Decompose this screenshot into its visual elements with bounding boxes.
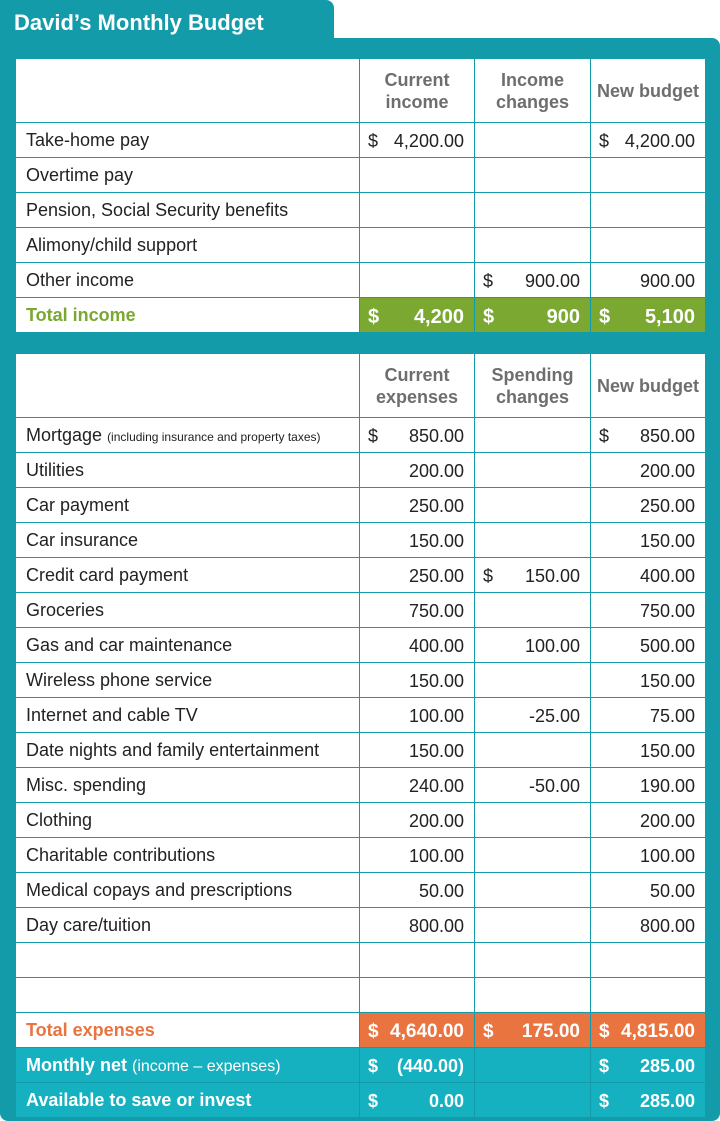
amount-cell [360, 453, 475, 488]
row-label-text: Car insurance [26, 529, 139, 550]
amount-value: 100.00 [524, 636, 580, 656]
table-row [16, 663, 706, 698]
amount-value: 150.00 [524, 566, 580, 586]
amount-value: 200.00 [639, 461, 695, 481]
table-row [16, 838, 706, 873]
column-header: New budget [591, 354, 706, 418]
amount-cell [475, 488, 591, 523]
amount-value: 900 [546, 306, 580, 328]
row-label [16, 263, 360, 298]
row-label-text: Date nights and family entertainment [26, 739, 320, 760]
row-label [16, 193, 360, 228]
amount-cell [591, 453, 706, 488]
amount-cell [591, 873, 706, 908]
row-label-text: Charitable contributions [26, 844, 216, 865]
dollar-sign: $ [368, 1091, 379, 1111]
budget-table [15, 58, 706, 1118]
amount-cell [591, 978, 706, 1013]
amount-cell [360, 488, 475, 523]
dollar-sign: $ [599, 131, 610, 151]
amount-cell [591, 263, 706, 298]
row-label [16, 943, 360, 978]
amount-cell [360, 123, 475, 158]
amount-cell [360, 418, 475, 453]
amount-cell [475, 838, 591, 873]
summary-label-text: Monthly net [26, 1054, 127, 1075]
summary-row [16, 1083, 706, 1118]
amount-cell [475, 1048, 591, 1083]
amount-cell [360, 733, 475, 768]
amount-cell [591, 768, 706, 803]
table-row [16, 523, 706, 558]
amount-value: 400.00 [639, 566, 695, 586]
amount-value: 200.00 [408, 461, 464, 481]
row-label-text: Medical copays and prescriptions [26, 879, 293, 900]
amount-cell [360, 158, 475, 193]
row-label [16, 558, 360, 593]
row-label [16, 628, 360, 663]
amount-cell [360, 978, 475, 1013]
dollar-sign: $ [483, 271, 494, 291]
amount-value: 75.00 [649, 706, 695, 726]
row-label [16, 123, 360, 158]
row-label-text: Alimony/child support [26, 234, 198, 255]
row-label-text: Mortgage [26, 424, 103, 445]
table-row [16, 873, 706, 908]
amount-cell [591, 698, 706, 733]
amount-value: 750.00 [639, 601, 695, 621]
amount-value: 50.00 [418, 881, 464, 901]
amount-cell [475, 698, 591, 733]
amount-value: 750.00 [408, 601, 464, 621]
amount-value: 100.00 [639, 846, 695, 866]
row-label [16, 158, 360, 193]
amount-value: 190.00 [639, 776, 695, 796]
row-label-text: Internet and cable TV [26, 704, 198, 725]
column-header: New budget [591, 59, 706, 123]
amount-value: 400.00 [408, 636, 464, 656]
amount-cell [360, 803, 475, 838]
dollar-sign: $ [368, 1056, 379, 1076]
amount-cell [360, 838, 475, 873]
row-label [16, 873, 360, 908]
summary-label [16, 1083, 360, 1118]
row-label-text: Pension, Social Security benefits [26, 199, 289, 220]
summary-note: (income – expenses) [132, 1057, 281, 1075]
amount-value: 250.00 [408, 496, 464, 516]
amount-cell [360, 298, 475, 333]
row-label [16, 803, 360, 838]
amount-cell [360, 663, 475, 698]
amount-cell [360, 228, 475, 263]
amount-value: 200.00 [639, 811, 695, 831]
amount-value: (440.00) [396, 1056, 464, 1076]
summary-row [16, 1048, 706, 1083]
table-row [16, 593, 706, 628]
total-income-label: Total income [16, 298, 360, 333]
amount-value: 50.00 [649, 881, 695, 901]
dollar-sign: $ [483, 306, 495, 328]
dollar-sign: $ [599, 1091, 610, 1111]
amount-cell [475, 523, 591, 558]
income-header-row [16, 59, 706, 123]
amount-cell [475, 768, 591, 803]
header-blank [16, 354, 360, 418]
amount-value: 4,640.00 [390, 1021, 464, 1042]
amount-cell [591, 628, 706, 663]
total-expenses-label: Total expenses [16, 1013, 360, 1048]
dollar-sign: $ [368, 306, 380, 328]
amount-cell [591, 523, 706, 558]
amount-value: 800.00 [639, 916, 695, 936]
row-label [16, 488, 360, 523]
table-row [16, 228, 706, 263]
table-row [16, 803, 706, 838]
amount-value: 175.00 [521, 1021, 580, 1042]
dollar-sign: $ [368, 426, 379, 446]
row-label-text: Clothing [26, 809, 93, 830]
amount-value: 800.00 [408, 916, 464, 936]
amount-cell [360, 593, 475, 628]
dollar-sign: $ [368, 131, 379, 151]
row-label-text: Misc. spending [26, 774, 147, 795]
amount-cell [591, 943, 706, 978]
row-label [16, 228, 360, 263]
dollar-sign: $ [483, 1021, 494, 1042]
row-note: (including insurance and property taxes) [107, 429, 321, 444]
amount-value: 0.00 [428, 1091, 464, 1111]
row-label-text: Day care/tuition [26, 914, 152, 935]
amount-cell [475, 298, 591, 333]
table-row [16, 453, 706, 488]
column-header: Current income [360, 59, 475, 123]
amount-cell [475, 628, 591, 663]
amount-value: 200.00 [408, 811, 464, 831]
amount-cell [475, 263, 591, 298]
row-label [16, 593, 360, 628]
amount-cell [591, 298, 706, 333]
amount-cell [475, 193, 591, 228]
amount-cell [591, 1013, 706, 1048]
row-label [16, 733, 360, 768]
dollar-sign: $ [599, 426, 610, 446]
amount-cell [475, 1083, 591, 1118]
amount-cell [360, 558, 475, 593]
amount-cell [475, 663, 591, 698]
table-row [16, 158, 706, 193]
amount-cell [475, 453, 591, 488]
amount-value: 150.00 [639, 531, 695, 551]
amount-cell [591, 838, 706, 873]
amount-cell [475, 418, 591, 453]
row-label-text: Gas and car maintenance [26, 634, 233, 655]
amount-cell [360, 943, 475, 978]
table-row [16, 733, 706, 768]
amount-value: 850.00 [639, 426, 695, 446]
amount-value: 150.00 [408, 741, 464, 761]
dollar-sign: $ [599, 1021, 610, 1042]
row-label-text: Overtime pay [26, 164, 134, 185]
amount-cell [475, 228, 591, 263]
summary-label-text: Available to save or invest [26, 1089, 252, 1110]
section-divider [16, 333, 706, 354]
row-label [16, 838, 360, 873]
table-row [16, 123, 706, 158]
amount-value: 285.00 [639, 1056, 695, 1076]
amount-cell [591, 488, 706, 523]
amount-value: 150.00 [639, 741, 695, 761]
amount-value: 250.00 [408, 566, 464, 586]
amount-cell [360, 263, 475, 298]
amount-value: 900.00 [524, 271, 580, 291]
total-income-row [16, 298, 706, 333]
amount-cell [475, 1013, 591, 1048]
amount-value: 285.00 [639, 1091, 695, 1111]
amount-cell [360, 873, 475, 908]
amount-cell [360, 523, 475, 558]
title-tab [0, 0, 334, 46]
amount-cell [591, 158, 706, 193]
column-header: Current expenses [360, 354, 475, 418]
amount-value: -50.00 [528, 776, 580, 796]
amount-value: 900.00 [639, 271, 695, 291]
amount-cell [591, 558, 706, 593]
amount-cell [360, 193, 475, 228]
summary-label [16, 1048, 360, 1083]
amount-value: 250.00 [639, 496, 695, 516]
amount-cell [475, 943, 591, 978]
table-row [16, 698, 706, 733]
amount-value: 150.00 [639, 671, 695, 691]
row-label-text: Credit card payment [26, 564, 189, 585]
amount-cell [360, 1013, 475, 1048]
amount-cell [591, 908, 706, 943]
amount-cell [360, 698, 475, 733]
table-row [16, 263, 706, 298]
amount-cell [591, 733, 706, 768]
amount-cell [475, 873, 591, 908]
row-label [16, 768, 360, 803]
row-label-text: Other income [26, 269, 135, 290]
expenses-header-row [16, 354, 706, 418]
amount-value: 4,200.00 [624, 131, 695, 151]
amount-value: 5,100 [644, 306, 695, 328]
amount-value: 4,815.00 [621, 1021, 695, 1042]
amount-cell [475, 733, 591, 768]
table-row [16, 558, 706, 593]
amount-cell [591, 1083, 706, 1118]
table-row [16, 908, 706, 943]
table-row [16, 978, 706, 1013]
amount-cell [591, 803, 706, 838]
page-title: David’s Monthly Budget [14, 10, 264, 35]
header-blank [16, 59, 360, 123]
row-label-text: Wireless phone service [26, 669, 213, 690]
amount-value: 850.00 [408, 426, 464, 446]
amount-value: 4,200 [413, 306, 464, 328]
total-expenses-row [16, 1013, 706, 1048]
amount-value: 150.00 [408, 531, 464, 551]
table-row [16, 768, 706, 803]
amount-cell [591, 593, 706, 628]
amount-value: 240.00 [408, 776, 464, 796]
budget-table-body [16, 59, 706, 1118]
dollar-sign: $ [483, 566, 494, 586]
row-label [16, 523, 360, 558]
amount-cell [360, 908, 475, 943]
amount-cell [591, 193, 706, 228]
row-label-text: Car payment [26, 494, 130, 515]
row-label [16, 663, 360, 698]
amount-cell [475, 978, 591, 1013]
table-row [16, 488, 706, 523]
amount-cell [360, 768, 475, 803]
row-label [16, 418, 360, 453]
row-label-text: Utilities [26, 459, 85, 480]
amount-cell [591, 123, 706, 158]
column-header: Spending changes [475, 354, 591, 418]
amount-cell [475, 803, 591, 838]
amount-cell [360, 1083, 475, 1118]
amount-value: 500.00 [639, 636, 695, 656]
row-label [16, 453, 360, 488]
row-label-text: Groceries [26, 599, 105, 620]
table-row [16, 418, 706, 453]
column-header: Income changes [475, 59, 591, 123]
amount-value: 150.00 [408, 671, 464, 691]
amount-value: 4,200.00 [393, 131, 464, 151]
amount-cell [360, 1048, 475, 1083]
amount-cell [475, 593, 591, 628]
row-label [16, 698, 360, 733]
amount-value: -25.00 [528, 706, 580, 726]
amount-cell [360, 628, 475, 663]
row-label-text: Take-home pay [26, 129, 150, 150]
amount-cell [475, 158, 591, 193]
table-row [16, 193, 706, 228]
amount-cell [591, 418, 706, 453]
amount-cell [475, 558, 591, 593]
amount-cell [591, 663, 706, 698]
amount-cell [591, 228, 706, 263]
amount-value: 100.00 [408, 706, 464, 726]
dollar-sign: $ [599, 306, 611, 328]
table-row [16, 628, 706, 663]
dollar-sign: $ [599, 1056, 610, 1076]
amount-value: 100.00 [408, 846, 464, 866]
amount-cell [591, 1048, 706, 1083]
row-label [16, 978, 360, 1013]
amount-cell [475, 123, 591, 158]
row-label [16, 908, 360, 943]
table-row [16, 943, 706, 978]
amount-cell [475, 908, 591, 943]
dollar-sign: $ [368, 1021, 379, 1042]
